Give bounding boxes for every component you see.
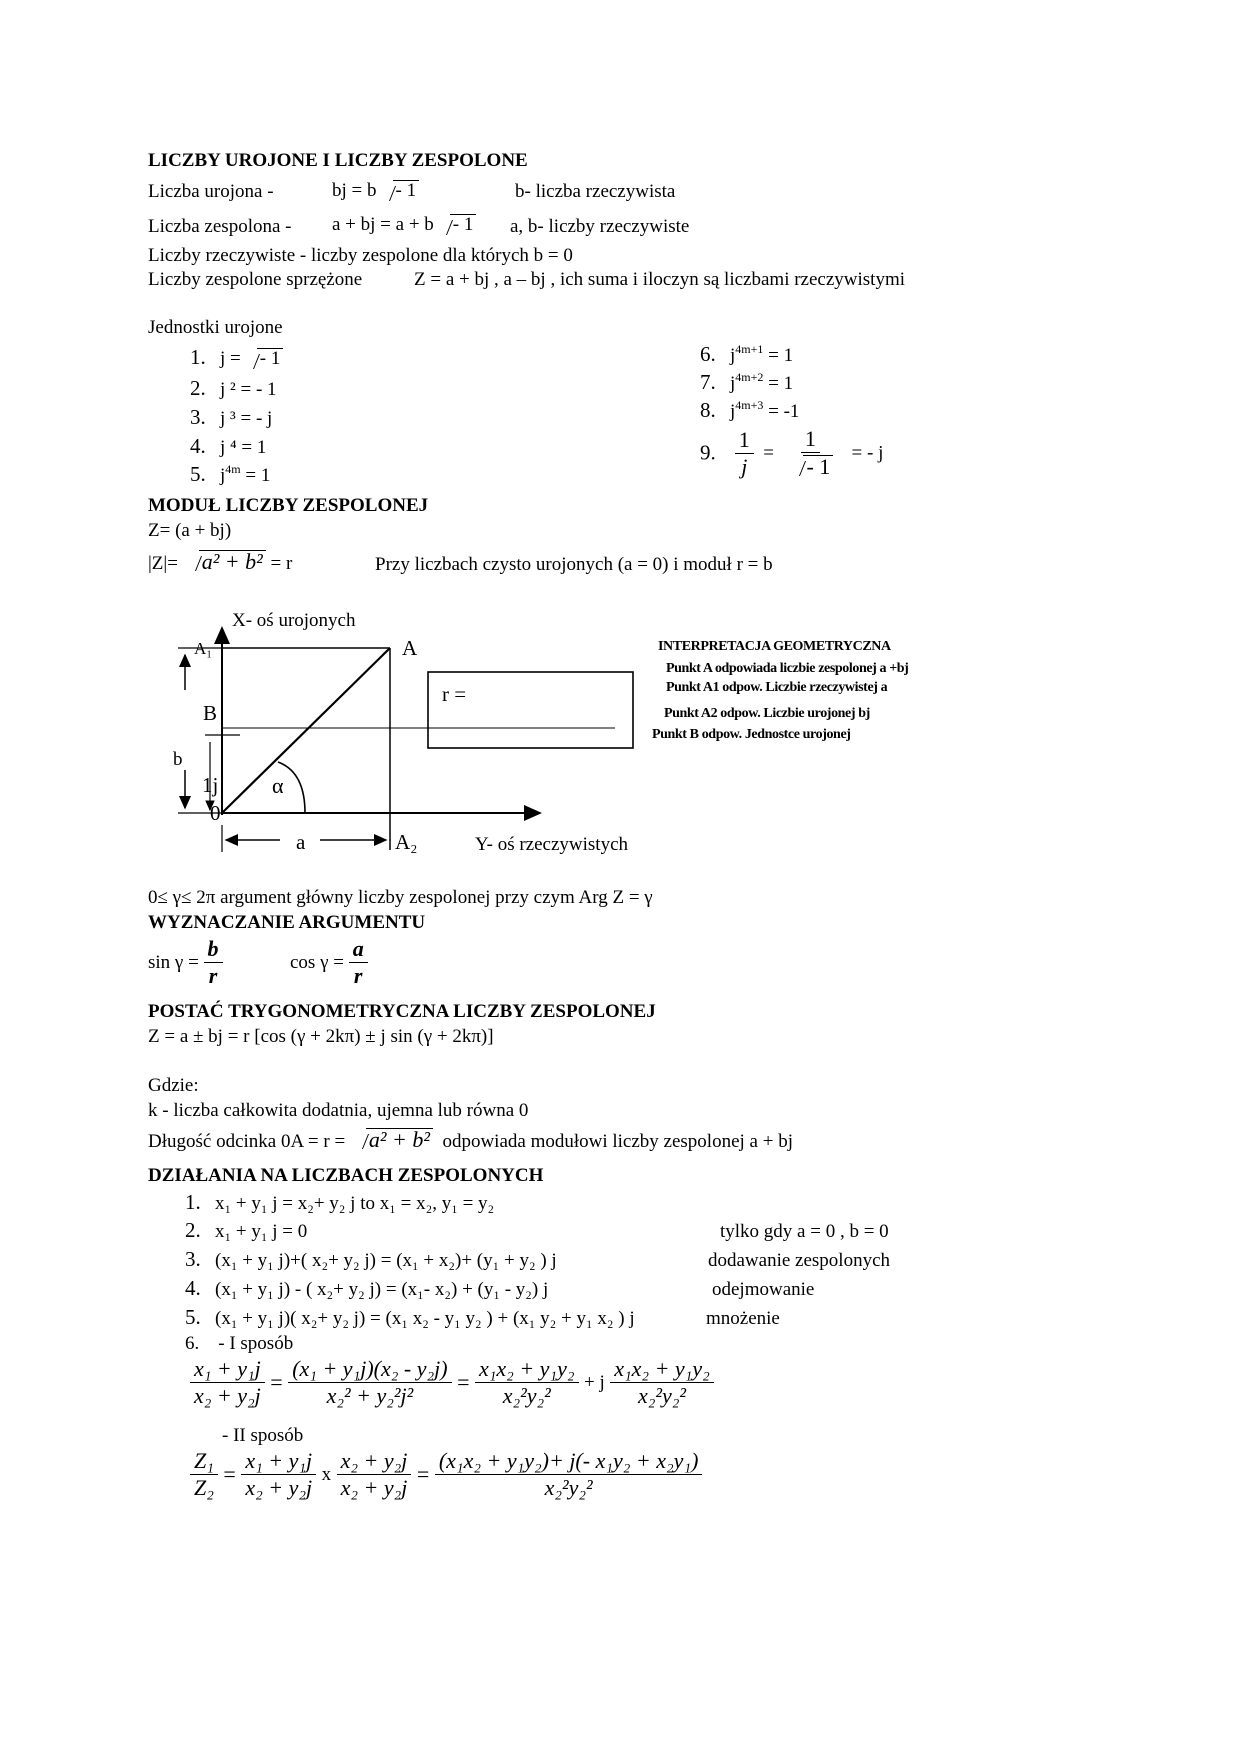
unit-item: 5. $j^{4m} = 1$: [190, 462, 271, 486]
imag-label: Liczba urojona -: [148, 181, 274, 202]
argument-heading: WYZNACZANIE ARGUMENTU: [148, 912, 426, 933]
cos-formula: cos γ = $\frac{a}{r}$: [290, 938, 368, 987]
origin-label: 0: [210, 801, 221, 825]
division-method-1: $\frac{\text{x₁ + y₁j}}{\text{x₂ + y₂j}}$ = $\frac{\text{(x₁ + y₁j)(x₂ - y₂j)}}{\text{x₂² + y₂²j²}}$ = $\frac{\text{x₁x₂ + y₁y₂}}{\text{x₂²y₂²}}$ + j $\frac{\text{x₁x₂ + y₁y₂}}{\text{x₂²y₂²}}$: [190, 1358, 714, 1407]
op-item: 2. x₁ + y₁ j = 0: [185, 1218, 308, 1242]
fraction: $\frac{\text{Z₁}}{\text{Z₂}}$: [190, 1450, 218, 1499]
op-item: 5. (x₁ + y₁ j)( x₂+ y₂ j) = (x₁ x₂ - y₁ y₂ ) + (x₁ y₂ + y₁ x₂ ) j: [185, 1305, 635, 1329]
conj-label: Liczby zespolone sprzężone: [148, 269, 363, 290]
point-a1-label: A₁: [194, 639, 213, 658]
fraction: $\frac{1}{j}$: [735, 429, 754, 478]
geo-line: Punkt B odpow. Jednostce urojonej: [652, 727, 851, 742]
sqrt-symbol: a² + b²: [183, 550, 266, 573]
geo-line: Punkt A odpowiada liczbie zespolonej a +bj: [666, 661, 909, 676]
complex-plane-diagram: [0, 600, 1240, 860]
point-b-label: B: [203, 701, 218, 725]
radius-line: [222, 648, 390, 813]
unit-item: 9. $\frac{1}{j}$ = $\frac{1}{- 1}$ = - j: [700, 426, 884, 479]
complex-formula: a + bj = a + b - 1: [332, 214, 476, 234]
geo-title: INTERPRETACJA GEOMETRYCZNA: [658, 639, 891, 654]
sin-formula: sin γ = $\frac{b}{r}$: [148, 938, 223, 987]
page-title: LICZBY UROJONE I LICZBY ZESPOLONE: [148, 150, 528, 171]
trig-heading: POSTAĆ TRYGONOMETRYCZNA LICZBY ZESPOLONEJ: [148, 1001, 656, 1022]
imag-note: b- liczba rzeczywista: [515, 181, 676, 202]
x-axis-label: X- oś urojonych: [232, 610, 356, 631]
modulus-formula: |Z|= a² + b² = r: [148, 549, 293, 574]
fraction: $\frac{\text{(x₁x₂ + y₁y₂)+ j(- x₁y₂ + x₂y₁)}}{\text{x₂²y₂²}}$: [435, 1450, 703, 1499]
fraction: $\frac{\text{x₁x₂ + y₁y₂}}{\text{x₂²y₂²}}$: [475, 1358, 579, 1407]
trig-formula: Z = a ± bj = r [cos (γ + 2kπ) ± j sin (γ + 2kπ)]: [148, 1026, 494, 1047]
division-method-2: $\frac{\text{Z₁}}{\text{Z₂}}$ = $\frac{\text{x₁ + y₁j}}{\text{x₂ + y₂j}}$ x $\frac{\text{x₂ + y₂j}}{\text{x₂ + y₂j}}$ = $\frac{\text{(x₁x₂ + y₁y₂)+ j(- x₁y₂ + x₂y₁)}}{\text{x₂²y₂²}}$: [190, 1450, 702, 1499]
fraction: $\frac{\text{(x₁ + y₁j)(x₂ - y₂j)}}{\text{x₂² + y₂²j²}}$: [288, 1358, 451, 1407]
unit-item: 3. j ³ = - j: [190, 405, 273, 429]
sqrt-symbol: - 1: [377, 180, 420, 200]
y-axis-label: Y- oś rzeczywistych: [475, 834, 629, 855]
sqrt-symbol: - 1: [787, 455, 833, 478]
r-box-label: r =: [442, 682, 467, 706]
a-dimension-label: a: [296, 830, 306, 854]
unit-item: 2. j ² = - 1: [190, 376, 277, 400]
unit-item: 1. j = - 1: [190, 347, 283, 368]
unit-item: 7. $j^{4m+2} = 1$: [700, 370, 794, 394]
b-dimension-label: b: [173, 749, 183, 770]
fraction: $\frac{\text{x₁x₂ + y₁y₂}}{\text{x₂²y₂²}}$: [610, 1358, 714, 1407]
fraction: $\frac{\text{x₁ + y₁j}}{\text{x₂ + y₂j}}$: [190, 1358, 265, 1407]
op-item: 1. x₁ + y₁ j = x₂+ y₂ j to x₁ = x₂, y₁ = y₂: [185, 1190, 495, 1214]
argument-range: 0≤ γ≤ 2π argument główny liczby zespolonej przy czym Arg Z = γ: [148, 887, 653, 908]
z-definition: Z= (a + bj): [148, 520, 232, 541]
unit-item: 8. $j^{4m+3} = -1$: [700, 398, 800, 422]
geo-line: Punkt A1 odpow. Liczbie rzeczywistej a: [666, 680, 888, 695]
sqrt-symbol: a² + b²: [350, 1128, 433, 1151]
complex-label: Liczba zespolona -: [148, 216, 292, 237]
unit-item: 6. $j^{4m+1} = 1$: [700, 342, 794, 366]
geo-line: Punkt A2 odpow. Liczbie urojonej bj: [664, 706, 870, 721]
modulus-heading: MODUŁ LICZBY ZESPOLONEJ: [148, 495, 429, 516]
one-j-label: 1j: [202, 773, 219, 797]
where-label: Gdzie:: [148, 1075, 199, 1096]
fraction: $\frac{a}{r}$: [349, 938, 368, 987]
sqrt-symbol: - 1: [434, 214, 477, 234]
op-item: 4. (x₁ + y₁ j) - ( x₂+ y₂ j) = (x₁- x₂) + (y₁ - y₂) j: [185, 1276, 549, 1300]
conj-formula: Z = a + bj , a – bj , ich suma i iloczyn są liczbami rzeczywistymi: [414, 269, 906, 290]
units-heading: Jednostki urojone: [148, 317, 283, 338]
modulus-note: Przy liczbach czysto urojonych (a = 0) i moduł r = b: [375, 554, 773, 575]
point-a2-label: A₂: [395, 830, 418, 854]
fraction: $\frac{\text{x₂ + y₂j}}{\text{x₂ + y₂j}}$: [337, 1450, 412, 1499]
op-note: tylko gdy a = 0 , b = 0: [720, 1221, 889, 1242]
unit-item: 4. j ⁴ = 1: [190, 434, 267, 458]
method-2-label: - II sposób: [222, 1425, 304, 1446]
op-note: dodawanie zespolonych: [708, 1250, 891, 1271]
ops-heading: DZIAŁANIA NA LICZBACH ZESPOLONYCH: [148, 1165, 544, 1186]
oa-length: Długość odcinka 0A = r = a² + b² odpowiada modułowi liczby zespolonej a + bj: [148, 1127, 793, 1152]
real-line: Liczby rzeczywiste - liczby zespolone dla których b = 0: [148, 245, 573, 266]
op-note: mnożenie: [706, 1308, 780, 1329]
complex-note: a, b- liczby rzeczywiste: [510, 216, 690, 237]
op-note: odejmowanie: [712, 1279, 815, 1300]
fraction: $\frac{1}{- 1}$: [783, 428, 837, 478]
fraction: $\frac{\text{x₁ + y₁j}}{\text{x₂ + y₂j}}$: [241, 1450, 316, 1499]
point-a-label: A: [402, 636, 418, 660]
k-definition: k - liczba całkowita dodatnia, ujemna lub równa 0: [148, 1100, 529, 1121]
fraction: $\frac{b}{r}$: [204, 938, 223, 987]
sqrt-symbol: - 1: [241, 348, 284, 368]
imag-formula: bj = b - 1: [332, 180, 419, 200]
alpha-label: α: [272, 773, 284, 798]
op-item: 3. (x₁ + y₁ j)+( x₂+ y₂ j) = (x₁ + x₂)+ (y₁ + y₂ ) j: [185, 1247, 557, 1271]
op-item: 6. - I sposób: [185, 1333, 294, 1354]
